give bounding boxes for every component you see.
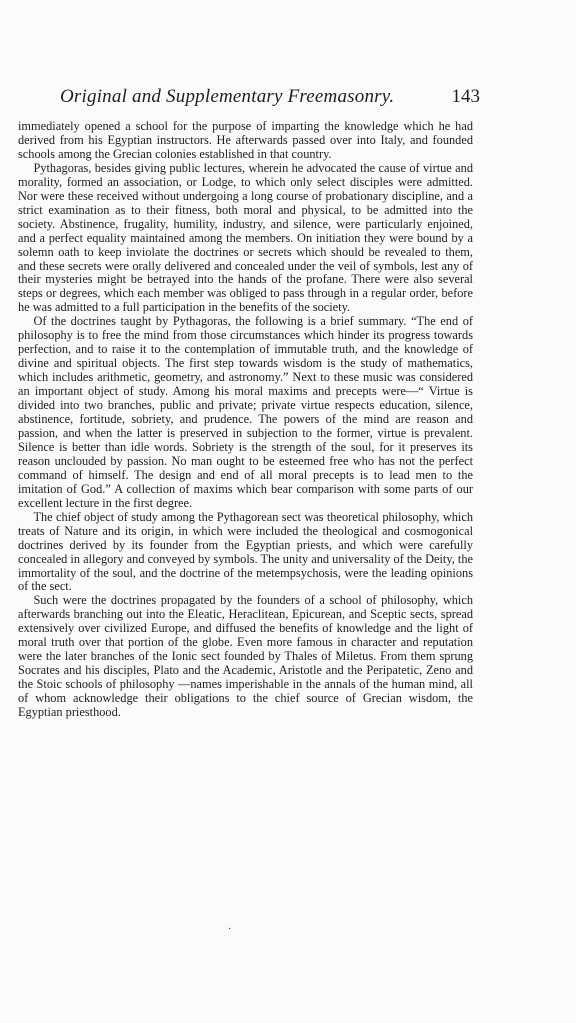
page-header <box>60 84 480 110</box>
running-title: Original and Supplementary Freemasonry. <box>60 86 395 107</box>
paragraph-schools-of-philosophy: Such were the doctrines propagated by the founders of a school of philosophy, which afterwards branching out into the Eleatic, Heraclitean, Epicurean, and Sceptic sects, spread extensively over civilized Europe, and diffused the benefits of knowledge and the light of moral truth over that portion of the globe. Even more famous in character and reputation were the later branches of the Ionic sect founded by Thales of Miletus. From them sprung Socrates and his disciples, Plato and the Academic, Aristotle and the Peripatetic, Zeno and the Stoic schools of philosophy —names imperishable in the annals of the human mind, all of whom acknowledge their obligations to the chief source of Grecian wisdom, the Egyptian priesthood. <box>18 593 473 720</box>
paragraph-doctrines-summary: Of the doctrines taught by Pythagoras, the following is a brief summary. “The end of philosophy is to free the mind from those circumstances which hinder its progress towards perfection, and to raise it to the contemplation of immutable truth, and the knowledge of divine and spiritual objects. The first step towards wisdom is the study of mathematics, which includes arithmetic, geometry, and astronomy.” Next to these music was considered an important object of study. Among his moral maxims and precepts were—“ Virtue is divided into two branches, public and private; private virtue respects education, silence, abstinence, fortitude, sobriety, and prudence. The powers of the mind are reason and passion, and when the latter is preserved in subjection to the former, virtue is prevalent. Silence is better than idle words. Sobriety is the strength of the soul, for it preserves its reason unclouded by passion. No man ought to be esteemed free who has not the perfect command of himself. The design and end of all moral precepts is to lead men to the imitation of God.” A collection of maxims which bear comparison with some parts of our excellent lecture in the first degree. <box>18 314 473 510</box>
paragraph-theoretical-philosophy: The chief object of study among the Pythagorean sect was theoretical philosophy, which treats of Nature and its origin, in which were included the theological and cosmogonical doctrines derived by its founder from the Egyptian priests, and which were carefully concealed in allegory and conveyed by symbols. The unity and universality of the Deity, the immortality of the soul, and the doctrine of the metempsychosis, were the leading opinions of the sect. <box>18 509 473 594</box>
body-text <box>18 120 473 720</box>
paragraph-continuation: immediately opened a school for the purpose of imparting the knowledge which he had derived from his Egyptian instructors. He afterwards passed over into Italy, and founded schools among the Grecian colonies established in that country. <box>18 119 473 161</box>
end-mark: · <box>228 924 232 935</box>
paragraph-pythagoras-association: Pythagoras, besides giving public lectures, wherein he advocated the cause of virtue and morality, formed an association, or Lodge, to which only select disciples were admitted. Nor were these received without undergoing a long course of probationary discipline, and a strict examination as to their fitness, both moral and physical, to be admitted into the society. Abstinence, frugality, humility, industry, and silence, were particularly enjoined, and a perfect equality maintained among the members. On initiation they were bound by a solemn oath to keep inviolate the doctrines or secrets which should be revealed to them, and these secrets were orally delivered and concealed under the veil of symbols, lest any of their mysteries might be betrayed into the hands of the profane. There were also several steps or degrees, which each member was obliged to pass through in a regular order, before he was admitted to a full participation in the benefits of the society. <box>18 160 473 315</box>
page-number: 143 <box>451 86 480 107</box>
